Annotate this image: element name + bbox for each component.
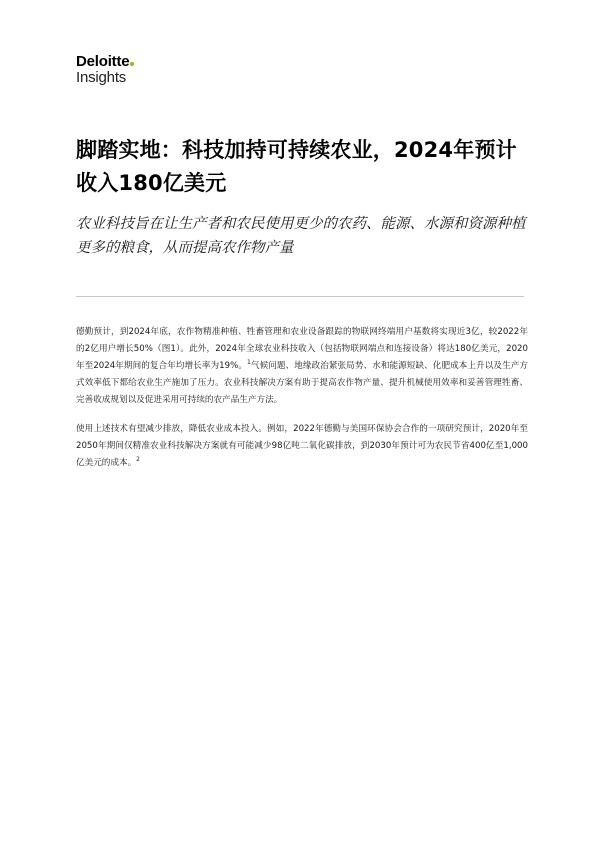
footnote-2-marker[interactable]: 2 — [136, 456, 140, 464]
page-subtitle: 农业科技旨在让生产者和农民使用更少的农药、能源、水源和资源种植更多的粮食，从而提高农作物产量 — [76, 216, 526, 256]
paragraph-2-text-a: 使用上述技术有望减少排放，降低农业成本投入。例如，2022年德勤与美国环保协会合作的一项研究预计，2020年至2050年期间仅精准农业科技解决方案就有可能减少98亿吨二氧化碳排放，到2030年预计可为农民节省400亿至1,000亿美元的成本。 — [76, 424, 528, 468]
footnote-1-marker[interactable]: 1 — [247, 359, 251, 367]
logo-green-dot-icon — [130, 62, 134, 66]
paragraph-1-text-a: 德勤预计，到2024年底，农作物精准种植、牲畜管理和农业设备跟踪的物联网终端用户基数将实现近3亿，较2022年的2亿用户增长50%（图1）。此外，2024年全球农业科技收入（包括物联网端点和连接设备）将达180亿美元，2020年至2024年期间的复合年均增长率为19%。 — [76, 327, 528, 371]
page-title: 脚踏实地：科技加持可持续农业，2024年预计收入180亿美元 — [76, 138, 517, 195]
deloitte-insights-logo — [76, 54, 134, 85]
logo-brand-text: Deloitte — [76, 53, 130, 70]
paragraph-1 — [76, 324, 528, 409]
section-divider — [76, 296, 524, 297]
paragraph-1-text-b: 气候问题、地缘政治紧张局势、水和能源短缺、化肥成本上升以及生产方式效率低下都给农业生产施加了压力。农业科技解决方案有助于提高农作物产量、提升机械使用效率和妥善管理牲畜、完善收成规划以及促进采用可持续的农产品生产方法。 — [76, 361, 528, 405]
paragraph-2 — [76, 421, 528, 472]
article-body — [76, 324, 528, 484]
logo-sub-text: Insights — [76, 69, 127, 86]
